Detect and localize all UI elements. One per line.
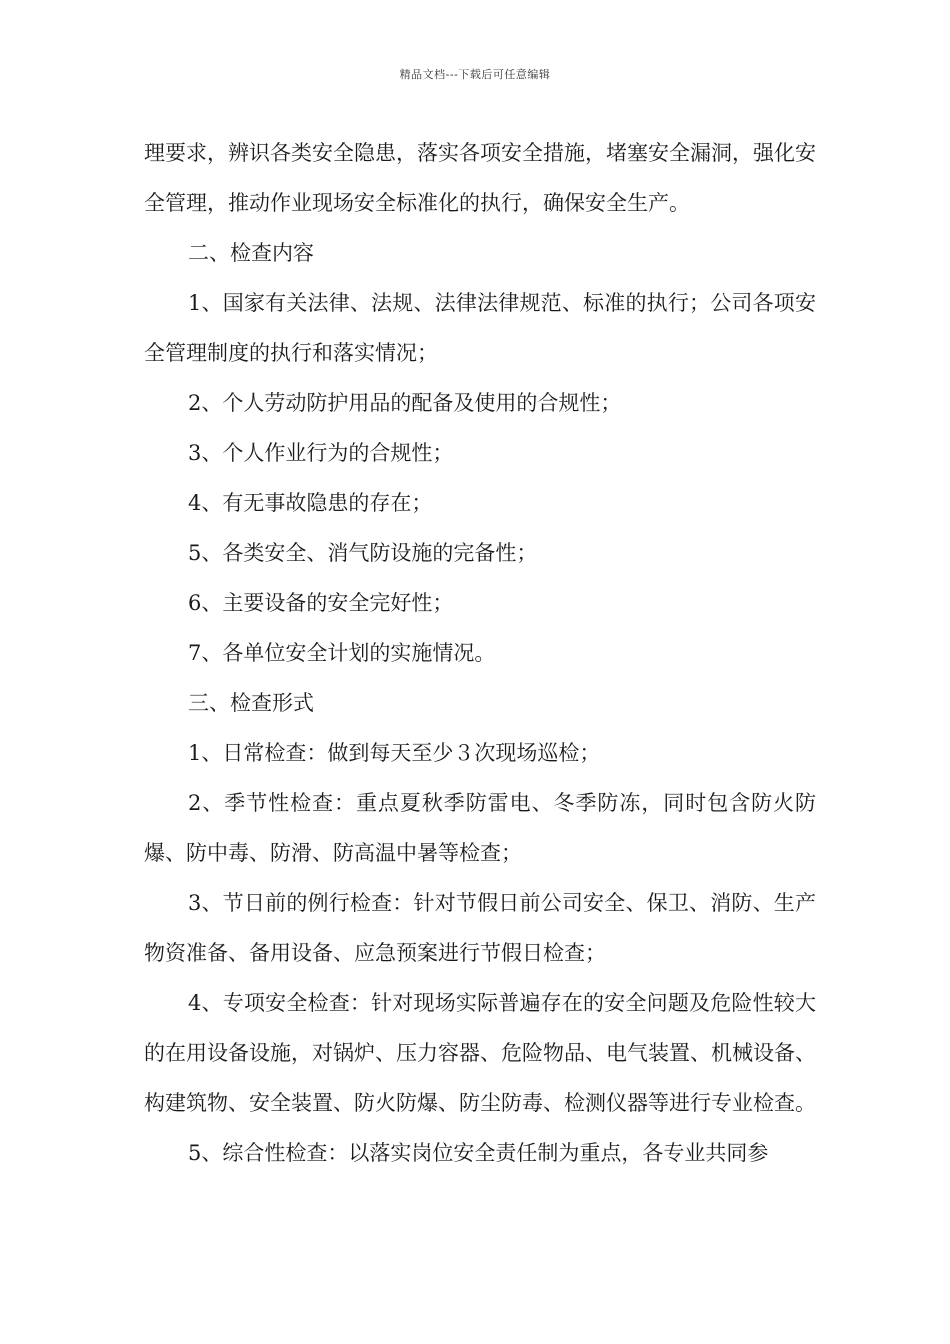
list-item: 5、各类安全、消气防设施的完备性；	[188, 541, 538, 565]
list-item: 1、国家有关法律、法规、法律法律规范、标准的执行；公司各项安全管理制度的执行和落实情况；	[144, 291, 816, 365]
page-header: 精品文档---下载后可任意编辑	[399, 68, 551, 81]
list-item: 2、季节性检查：重点夏秋季防雷电、冬季防冻，同时包含防火防爆、防中毒、防滑、防高温中暑等检查；	[144, 791, 816, 865]
list-item: 1、日常检查：做到每天至少３次现场巡检；	[188, 741, 601, 765]
list-item: 7、各单位安全计划的实施情况。	[188, 641, 496, 665]
list-item: 2、个人劳动防护用品的配备及使用的合规性；	[188, 391, 622, 415]
paragraph-continuation: 理要求，辨识各类安全隐患，落实各项安全措施，堵塞安全漏洞，强化安全管理，推动作业现场安全标准化的执行，确保安全生产。	[144, 141, 816, 215]
section-heading-inspection-form: 三、检查形式	[188, 691, 314, 715]
list-item: 3、个人作业行为的合规性；	[188, 441, 454, 465]
list-item: 5、综合性检查：以落实岗位安全责任制为重点，各专业共同参	[188, 1141, 769, 1165]
list-item: 6、主要设备的安全完好性；	[188, 591, 454, 615]
list-item: 4、专项安全检查：针对现场实际普遍存在的安全问题及危险性较大的在用设备设施，对锅炉、压力容器、危险物品、电气装置、机械设备、构建筑物、安全装置、防火防爆、防尘防毒、检测仪器等进行专业检查。	[144, 991, 816, 1115]
section-heading-inspection-content: 二、检查内容	[188, 241, 314, 265]
list-item: 3、节日前的例行检查：针对节假日前公司安全、保卫、消防、生产物资准备、备用设备、应急预案进行节假日检查；	[144, 891, 816, 965]
document-body	[144, 128, 816, 1178]
list-item: 4、有无事故隐患的存在；	[188, 491, 433, 515]
